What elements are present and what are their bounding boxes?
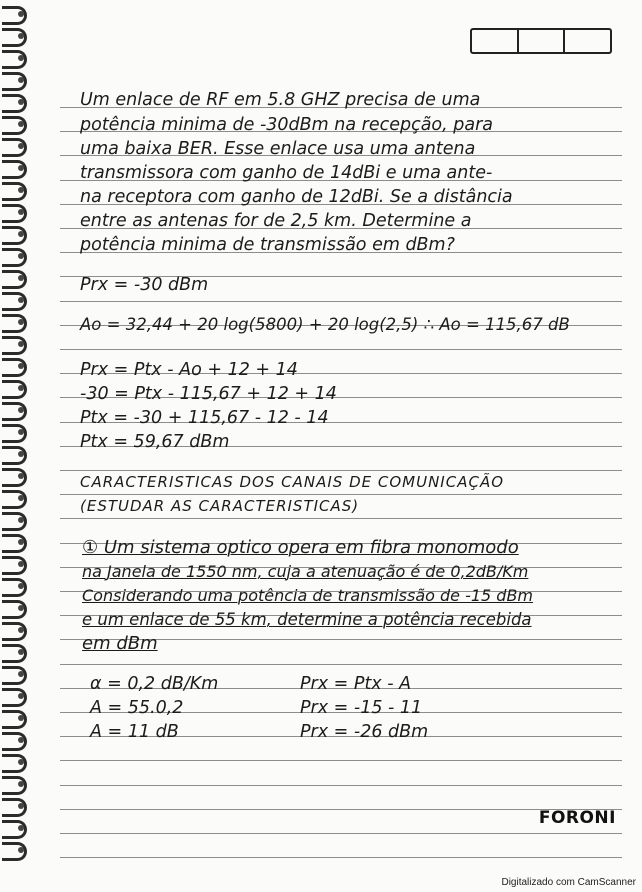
exercise-line: ① Um sistema optico opera em fibra monomodo	[82, 537, 519, 558]
solution-result: Ptx = 59,67 dBm	[80, 432, 230, 452]
ruled-line	[60, 518, 622, 519]
exercise-line: na Janela de 1550 nm, cuja a atenuação é de 0,2dB/Km	[82, 562, 529, 581]
ruled-line	[60, 349, 622, 350]
section-subtitle: (ESTUDAR AS CARACTERISTICAS)	[80, 497, 360, 515]
date-box	[470, 28, 612, 54]
ruled-line	[60, 301, 622, 302]
attenuation-formula: Ao = 32,44 + 20 log(5800) + 20 log(2,5) ∴ Ao = 115,67 dB	[80, 315, 570, 334]
notebook-brand: FORONI	[538, 808, 616, 828]
ruled-line	[60, 664, 622, 665]
calc-left: α = 0,2 dB/Km	[90, 674, 219, 694]
given-prx: Prx = -30 dBm	[80, 275, 209, 295]
ruled-line	[60, 857, 622, 858]
solution-step: Prx = Ptx - Ao + 12 + 14	[80, 360, 298, 380]
calc-right: Prx = Ptx - A	[300, 674, 412, 694]
exercise-line: Considerando uma potência de transmissão de -15 dBm	[82, 586, 534, 605]
ruled-line	[60, 833, 622, 834]
problem-line: na receptora com ganho de 12dBi. Se a distância	[80, 187, 513, 207]
problem-line: potência minima de transmissão em dBm?	[80, 235, 455, 255]
calc-right: Prx = -26 dBm	[300, 722, 429, 742]
ruled-line	[60, 809, 622, 810]
calc-right: Prx = -15 - 11	[300, 698, 423, 718]
solution-step: -30 = Ptx - 115,67 + 12 + 14	[80, 384, 337, 404]
problem-line: potência minima de -30dBm na recepção, para	[80, 115, 494, 135]
section-title: CARACTERISTICAS DOS CANAIS DE COMUNICAÇÃO	[80, 473, 505, 491]
problem-line: entre as antenas for de 2,5 km. Determine a	[80, 211, 472, 231]
calc-left: A = 55.0,2	[90, 698, 184, 718]
problem-line: transmissora com ganho de 14dBi e uma ante-	[80, 163, 493, 183]
scanner-note: Digitalizado com CamScanner	[501, 877, 636, 888]
ruled-line	[60, 785, 622, 786]
exercise-line: e um enlace de 55 km, determine a potência recebida	[82, 610, 532, 629]
problem-line: Um enlace de RF em 5.8 GHZ precisa de uma	[80, 90, 481, 110]
ruled-line	[60, 760, 622, 761]
exercise-line: em dBm	[82, 633, 158, 654]
calc-left: A = 11 dB	[90, 722, 179, 742]
solution-step: Ptx = -30 + 115,67 - 12 - 14	[80, 408, 329, 428]
problem-line: uma baixa BER. Esse enlace usa uma antena	[80, 139, 476, 159]
